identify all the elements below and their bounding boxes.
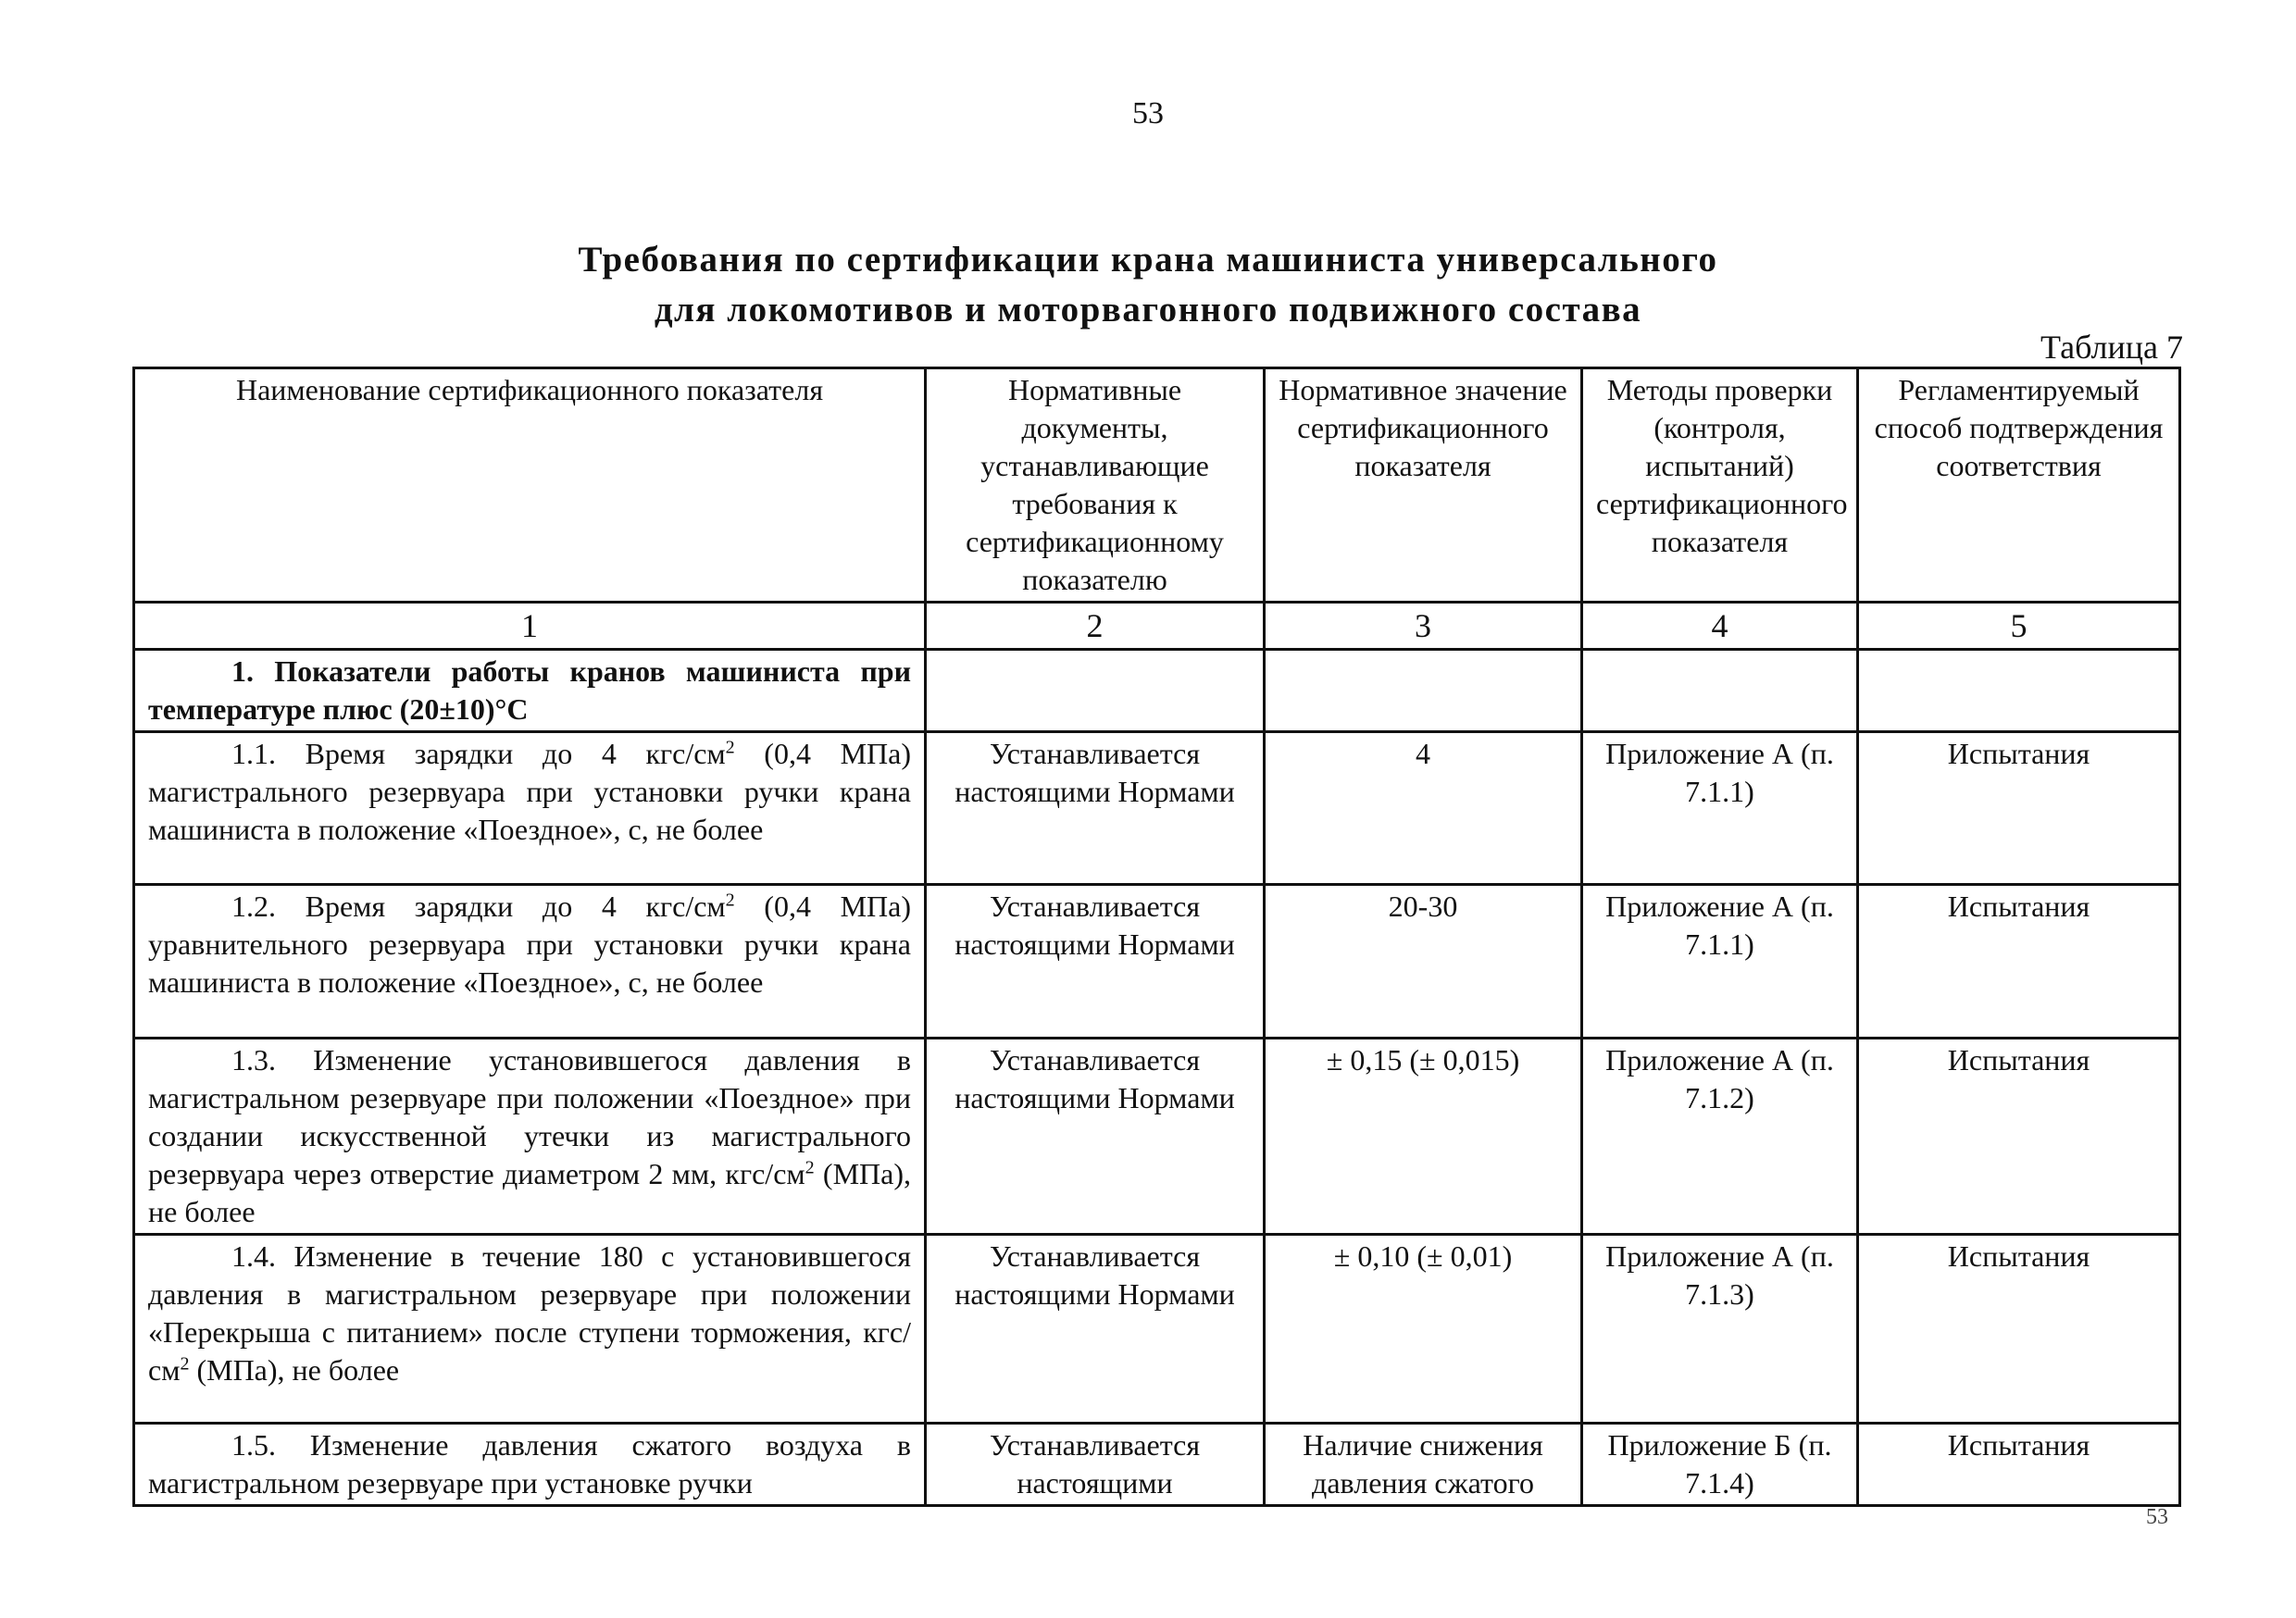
title-line-1: Требования по сертификации крана машиниста универсального xyxy=(578,240,1718,280)
table-label: Таблица 7 xyxy=(2040,329,2183,366)
section-row xyxy=(134,650,2180,732)
normative-documents: Устанавливается настоящими xyxy=(926,1424,1265,1506)
document-title xyxy=(0,235,2296,335)
column-number: 4 xyxy=(1582,603,1858,650)
confirmation-method: Испытания xyxy=(1858,732,2180,885)
header-cell-name: Наименование сертификационного показателя xyxy=(134,368,926,603)
certification-table xyxy=(132,367,2181,1507)
indicator-name: 1.2. Время зарядки до 4 кгс/$см^2$ (0,4 МПа) уравнительного резервуара при установки ручки крана машиниста в положение «Поездное», с, не более xyxy=(134,885,926,1039)
table-row xyxy=(134,732,2180,885)
normative-documents: Устанавливается настоящими Нормами xyxy=(926,1235,1265,1424)
table-row xyxy=(134,885,2180,1039)
normative-value: ± 0,15 (± 0,015) xyxy=(1265,1039,1582,1235)
header-cell-methods: Методы проверки (контроля, испытаний) сертификационного показателя xyxy=(1582,368,1858,603)
table-row xyxy=(134,1039,2180,1235)
section-heading: 1. Показатели работы кранов машиниста при температуре плюс (20±10)°С xyxy=(134,650,926,732)
confirmation-method: Испытания xyxy=(1858,1424,2180,1506)
indicator-name: 1.5. Изменение давления сжатого воздуха в магистральном резервуаре при установке ручки xyxy=(134,1424,926,1506)
test-method: Приложение А (п. 7.1.1) xyxy=(1582,732,1858,885)
indicator-name: 1.1. Время зарядки до 4 кгс/$см^2$ (0,4 МПа) магистрального резервуара при установки ручки крана машиниста в положение «Поездное», с, не более xyxy=(134,732,926,885)
normative-value: 4 xyxy=(1265,732,1582,885)
empty-cell xyxy=(1858,650,2180,732)
empty-cell xyxy=(1265,650,1582,732)
empty-cell xyxy=(1582,650,1858,732)
column-number: 1 xyxy=(134,603,926,650)
header-cell-confirmation: Регламентируемый способ подтверждения соответствия xyxy=(1858,368,2180,603)
table-header-row xyxy=(134,368,2180,603)
test-method: Приложение А (п. 7.1.1) xyxy=(1582,885,1858,1039)
confirmation-method: Испытания xyxy=(1858,1235,2180,1424)
normative-documents: Устанавливается настоящими Нормами xyxy=(926,732,1265,885)
header-cell-documents: Нормативные документы, устанавливающие требования к сертификационному показателю xyxy=(926,368,1265,603)
page-number: 53 xyxy=(1132,96,1164,131)
test-method: Приложение А (п. 7.1.3) xyxy=(1582,1235,1858,1424)
title-line-2: для локомотивов и моторвагонного подвижного состава xyxy=(654,290,1642,330)
indicator-name: 1.4. Изменение в течение 180 с установившегося давления в магистральном резервуаре при положении «Перекрыша с питанием» после ступени торможения, кгс/$см^2$ (МПа), не более xyxy=(134,1235,926,1424)
table-row xyxy=(134,1424,2180,1506)
test-method: Приложение Б (п. 7.1.4) xyxy=(1582,1424,1858,1506)
test-method: Приложение А (п. 7.1.2) xyxy=(1582,1039,1858,1235)
empty-cell xyxy=(926,650,1265,732)
confirmation-method: Испытания xyxy=(1858,1039,2180,1235)
column-number: 2 xyxy=(926,603,1265,650)
normative-documents: Устанавливается настоящими Нормами xyxy=(926,885,1265,1039)
column-number: 3 xyxy=(1265,603,1582,650)
footer-page-mark: 53 xyxy=(2146,1505,2168,1529)
normative-documents: Устанавливается настоящими Нормами xyxy=(926,1039,1265,1235)
confirmation-method: Испытания xyxy=(1858,885,2180,1039)
table-row xyxy=(134,1235,2180,1424)
normative-value: ± 0,10 (± 0,01) xyxy=(1265,1235,1582,1424)
indicator-name: 1.3. Изменение установившегося давления в магистральном резервуаре при положении «Поездное» при создании искусственной утечки из магистрального резервуара через отверстие диаметром 2 мм, кгс/$см^2$ (МПа), не более xyxy=(134,1039,926,1235)
column-number-row xyxy=(134,603,2180,650)
normative-value: Наличие снижения давления сжатого xyxy=(1265,1424,1582,1506)
column-number: 5 xyxy=(1858,603,2180,650)
header-cell-value: Нормативное значение сертификационного показателя xyxy=(1265,368,1582,603)
normative-value: 20-30 xyxy=(1265,885,1582,1039)
